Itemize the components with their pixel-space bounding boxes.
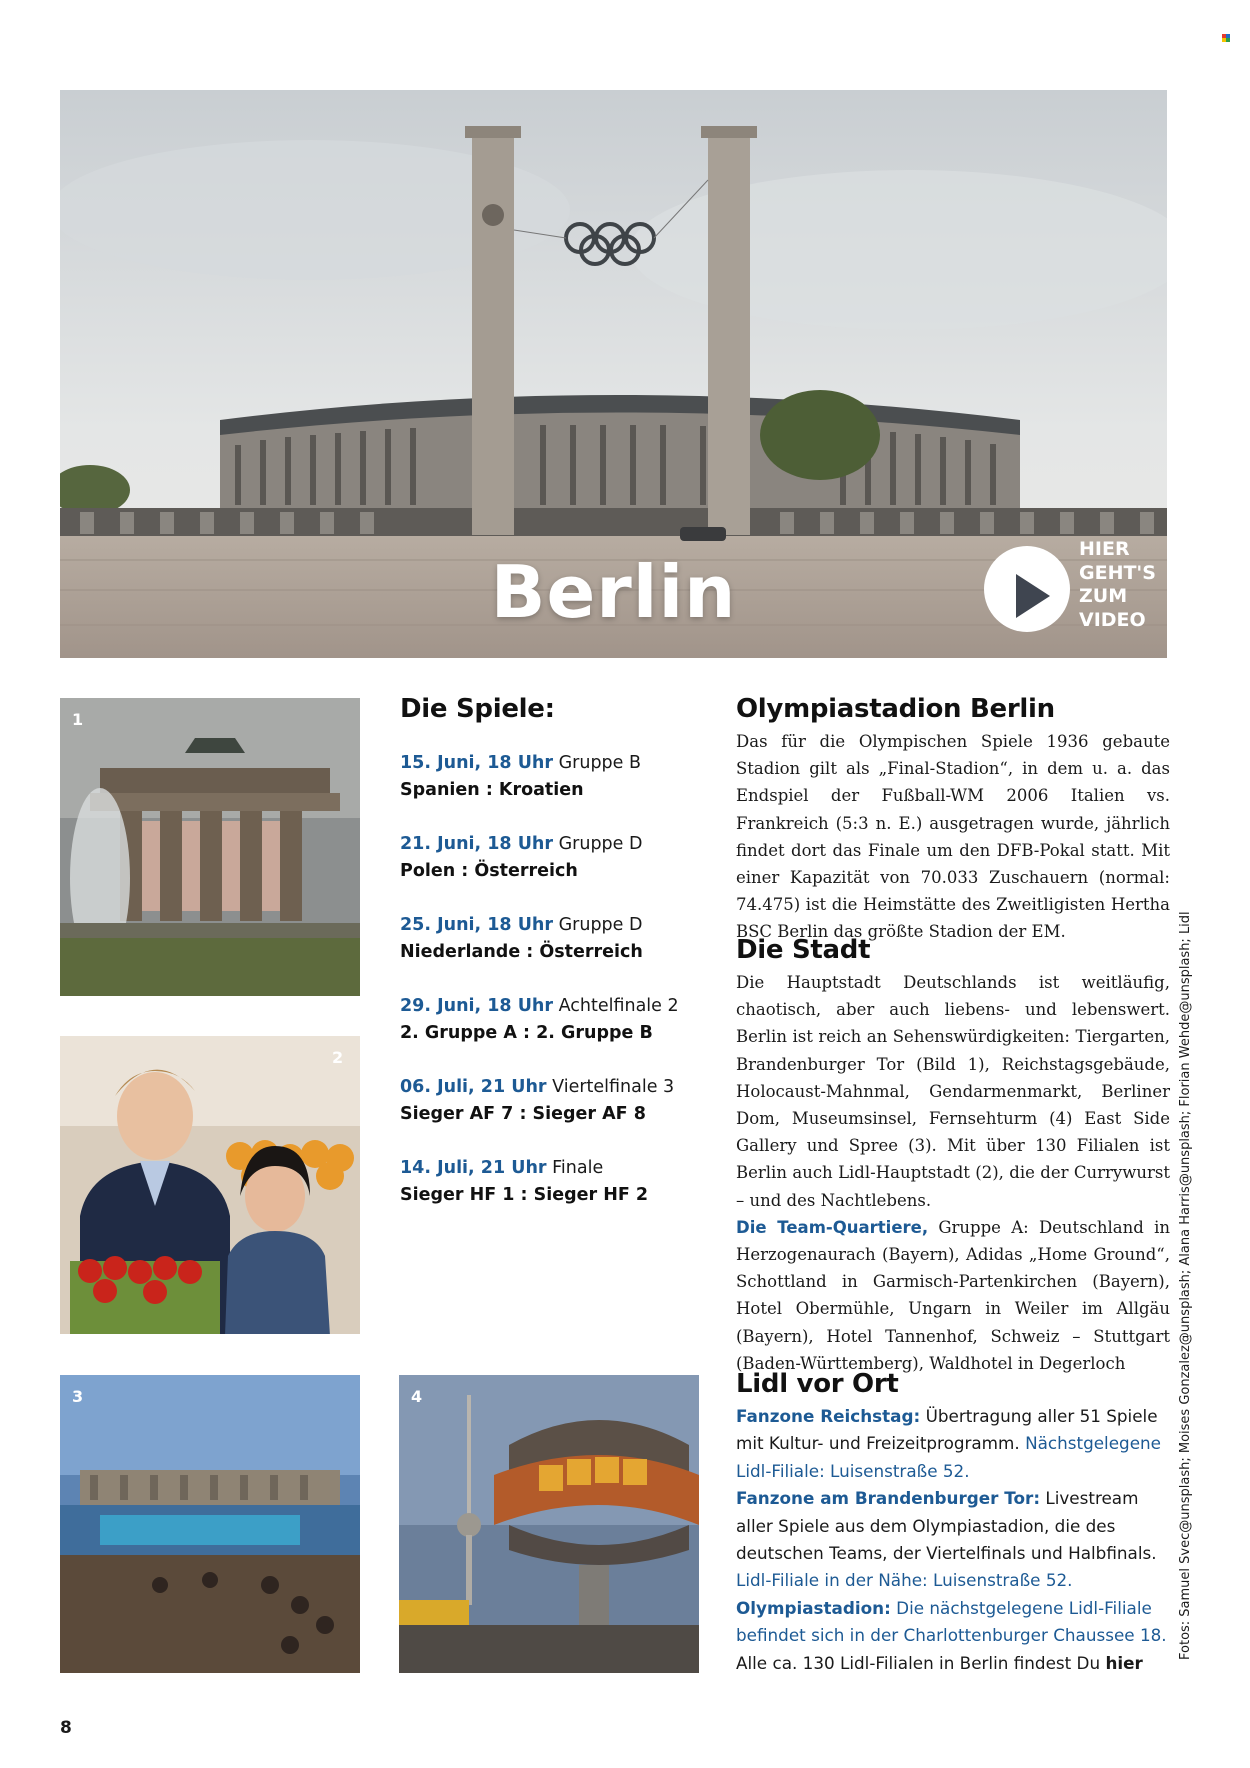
fanzone-reichstag: Fanzone Reichstag: Übertragung aller 51 Spiele mit Kultur- und Freizeitprogramm. Nächstgelegene Lidl-Filiale: Luisenstraße 52. [736,1406,1161,1481]
photo-number: 4 [411,1387,423,1406]
lidl-heading: Lidl vor Ort [736,1369,899,1399]
color-mark [1222,34,1232,42]
photo-credits: Fotos: Samuel Svec@unsplash; Moises Gonzalez@unsplash; Alana Harris@unsplash; Florian Wehde@unsplash; Lidl [1178,911,1193,1660]
game-item [400,912,700,966]
game-round: Finale [552,1158,604,1178]
game-date: 29. Juni, 18 Uhr [400,996,554,1016]
game-round: Gruppe D [558,834,643,854]
store-link[interactable]: Lidl-Filiale in der Nähe: Luisenstraße 52. [736,1570,1073,1591]
store-link[interactable]: Die nächstgelegene Lidl-Filiale befindet sich in der Charlottenburger Chaussee 18. [736,1597,1167,1646]
game-item [400,1155,700,1209]
lidl-section [736,1369,1170,1677]
game-date: 25. Juni, 18 Uhr [400,915,554,935]
game-match: Spanien : Kroatien [400,780,584,800]
photo-spree [60,1375,360,1673]
game-item [400,1074,700,1128]
game-match: 2. Gruppe A : 2. Gruppe B [400,1023,653,1043]
page-number: 8 [60,1718,72,1738]
game-date: 14. Juli, 21 Uhr [400,1158,547,1178]
stadt-text: Die Hauptstadt Deutschlands ist weitläufig, chaotisch, aber auch liebens- und lebenswert. Berlin ist reich an Sehenswürdigkeiten: Tiergarten, Brandenburger Tor (Bild 1), Reichstagsgebäude, Holocaust-Mahnmal, Gendarmenmarkt, Berliner Dom, Museumsinsel, Fernsehturm (4) East Side Gallery und Spree (3). Mit über 130 Filialen ist Berlin auch Lidl-Hauptstadt (2), die der Currywurst – und des Nachtlebens. [736,973,1170,1210]
photo-brandenburger-tor [60,698,360,996]
team-quartiere-label: Die Team-Quartiere, [736,1217,929,1237]
hier-link[interactable]: hier [1105,1652,1143,1673]
game-round: Viertelfinale 3 [552,1077,675,1097]
game-item [400,750,700,804]
olympiastadion-heading: Olympiastadion Berlin [736,694,1055,724]
game-round: Gruppe D [558,915,643,935]
team-quartiere-text: Die Team-Quartiere, Gruppe A: Deutschland in Herzogenaurach (Bayern), Adidas „Home Ground“, Schottland in Garmisch-Partenkirchen (Bayern), Hotel Obermühle, Ungarn in Weiler im Allgäu (Bayern), Hotel Tannenhof, Schweiz – Stuttgart (Baden-Württemberg), Waldhotel in Degerloch [736,1217,1170,1373]
olympiastadion-store [736,1595,1170,1650]
games-section [400,694,700,1236]
stadt-section [736,935,1170,1377]
game-date: 06. Juli, 21 Uhr [400,1077,547,1097]
fanzone-brandenburger-tor: Fanzone am Brandenburger Tor: Livestream aller Spiele aus dem Olympiastadion, die des deutschen Teams, der Viertelfinals und Halbfinals. Lidl-Filiale in der Nähe: Luisenstraße 52. [736,1488,1157,1591]
photo-weltzeituhr [399,1375,699,1673]
game-match: Sieger HF 1 : Sieger HF 2 [400,1185,649,1205]
stadt-heading: Die Stadt [736,935,871,965]
photo-number: 3 [72,1387,84,1406]
olympiastadion-label: Olympiastadion: [736,1597,891,1618]
game-round: Achtelfinale 2 [558,996,679,1016]
photo-number: 2 [332,1048,344,1067]
game-item [400,993,700,1047]
game-date: 21. Juni, 18 Uhr [400,834,554,854]
game-date: 15. Juni, 18 Uhr [400,753,554,773]
olympiastadion-text: Das für die Olympischen Spiele 1936 gebaute Stadion gilt als „Final-Stadion“, in dem u. a. das Endspiel der Fußball-WM 2006 Italien vs. Frankreich (5:3 n. E.) ausgetragen wurde, jährlich findet dort das Finale um den DFB-Pokal statt. Mit einer Kapazität von 70.033 Zuschauern (normal: 74.475) ist die Heimstätte des Zweitligisten Hertha BSC Berlin das größte Stadion der EM. [736,732,1170,942]
hero-title: Berlin [490,550,737,634]
olympiastadion-section [736,694,1170,946]
game-item [400,831,700,885]
fanzone-reichstag-label: Fanzone Reichstag: [736,1406,921,1426]
game-match: Polen : Österreich [400,861,578,881]
game-match: Sieger AF 7 : Sieger AF 8 [400,1104,646,1124]
play-icon[interactable] [984,546,1070,632]
games-heading: Die Spiele: [400,694,555,724]
store-link[interactable]: Nächstgelegene Lidl-Filiale: Luisenstraße 52. [736,1433,1161,1481]
photo-number: 1 [72,710,84,729]
hero-image [60,90,1167,658]
game-round: Gruppe B [558,753,641,773]
fanzone-tor-label: Fanzone am Brandenburger Tor: [736,1488,1041,1509]
video-button[interactable] [984,538,1154,638]
all-stores: Alle ca. 130 Lidl-Filialen in Berlin findest Du hier [736,1652,1143,1673]
photo-lidl-staff [60,1036,360,1334]
video-label[interactable]: HIER GEHT'S ZUM VIDEO [1079,538,1156,631]
game-match: Niederlande : Österreich [400,942,643,962]
